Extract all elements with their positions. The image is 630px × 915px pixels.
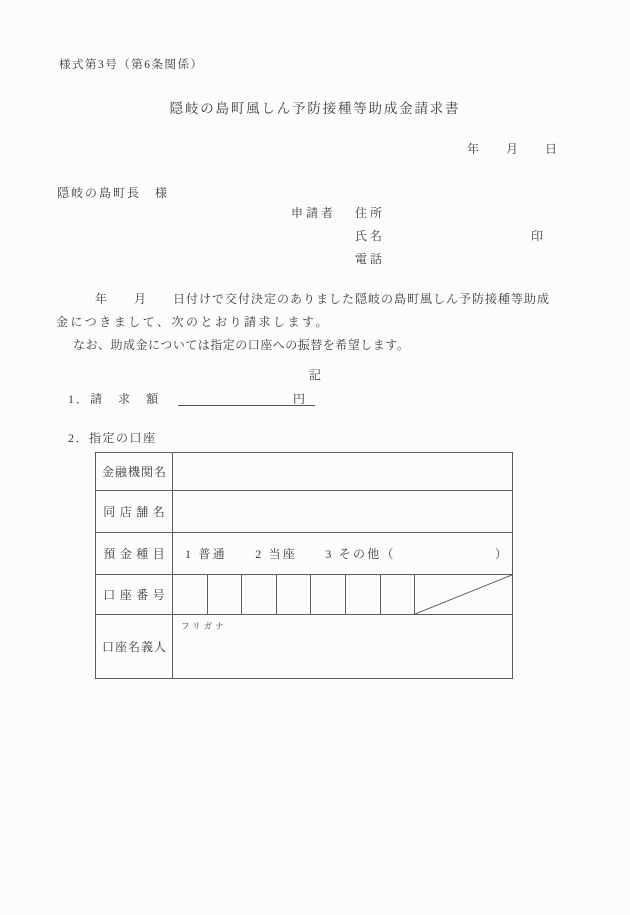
claim-number: 1． xyxy=(68,392,91,406)
applicant-name-label: 氏名 xyxy=(355,229,386,243)
account-number-label-cell xyxy=(96,575,173,614)
account-holder-label-cell xyxy=(96,615,173,678)
account-table xyxy=(95,452,513,679)
claim-unit-label: 円 xyxy=(292,392,305,406)
account-number-label: 口座番号 xyxy=(103,588,170,602)
account-holder-label: 口座名義人 xyxy=(101,640,167,654)
account-number-digit-cell xyxy=(242,575,277,614)
furigana-label: フリガナ xyxy=(181,621,227,631)
body-paragraph xyxy=(56,288,556,357)
branch-name-input-cell xyxy=(173,491,512,532)
account-section-label: 指定の口座 xyxy=(89,431,157,445)
body-line-2: 金につきまして、次のとおり請求します。 xyxy=(56,315,331,329)
account-holder-input-cell xyxy=(173,615,512,678)
account-number-digit-cell xyxy=(346,575,381,614)
account-number-unused-cell xyxy=(415,575,512,614)
date-month-label: 月 xyxy=(506,142,519,156)
addressee-honorific: 様 xyxy=(155,186,170,200)
body-line-3: なお、助成金については指定の口座への振替を希望します。 xyxy=(73,338,410,352)
deposit-type-label-cell xyxy=(96,533,173,574)
body-line-1: 年 月 日付けで交付決定のありました隠岐の島町風しん予防接種等助成 xyxy=(95,292,551,306)
form-number: 様式第3号（第6条関係） xyxy=(59,59,204,71)
account-number-digit-cell xyxy=(277,575,312,614)
table-row-account-number xyxy=(96,575,512,615)
branch-name-label-cell xyxy=(96,491,173,532)
date-year-label: 年 xyxy=(467,142,480,156)
applicant-seal-label: 印 xyxy=(531,229,544,243)
ki-marker: 記 xyxy=(308,368,321,382)
claim-amount-line xyxy=(68,390,160,407)
account-section-number: 2． xyxy=(68,431,90,445)
table-row-deposit-type xyxy=(96,533,512,575)
bank-name-label: 金融機関名 xyxy=(101,465,167,479)
claim-amount-blank xyxy=(178,390,315,406)
addressee-line xyxy=(57,184,169,201)
applicant-label: 申請者 xyxy=(291,206,337,220)
account-number-digit-cell xyxy=(173,575,208,614)
addressee-name: 隠岐の島町長 xyxy=(57,186,142,200)
bank-name-label-cell xyxy=(96,453,173,490)
table-row-branch-name xyxy=(96,491,512,533)
account-number-digit-cell xyxy=(311,575,346,614)
diagonal-strike-line xyxy=(415,575,512,614)
page-title: 隠岐の島町風しん予防接種等助成金請求書 xyxy=(169,101,461,116)
claim-label: 請 求 額 xyxy=(90,392,161,406)
date-line xyxy=(467,140,557,157)
applicant-address-label: 住所 xyxy=(355,206,386,220)
table-row-bank-name xyxy=(96,453,512,491)
account-number-digit-cell xyxy=(208,575,243,614)
deposit-type-options: 1 普通 2 当座 3 その他（ ） xyxy=(185,547,510,561)
bank-name-input-cell xyxy=(173,453,512,490)
account-number-cells xyxy=(173,575,512,614)
designated-account-heading xyxy=(68,429,157,446)
table-row-account-holder xyxy=(96,615,512,678)
branch-name-label: 同店舗名 xyxy=(103,505,170,519)
applicant-phone-label: 電話 xyxy=(355,252,386,266)
date-day-label: 日 xyxy=(545,142,558,156)
deposit-type-label: 預金種目 xyxy=(103,547,170,561)
account-number-digit-cell xyxy=(381,575,416,614)
